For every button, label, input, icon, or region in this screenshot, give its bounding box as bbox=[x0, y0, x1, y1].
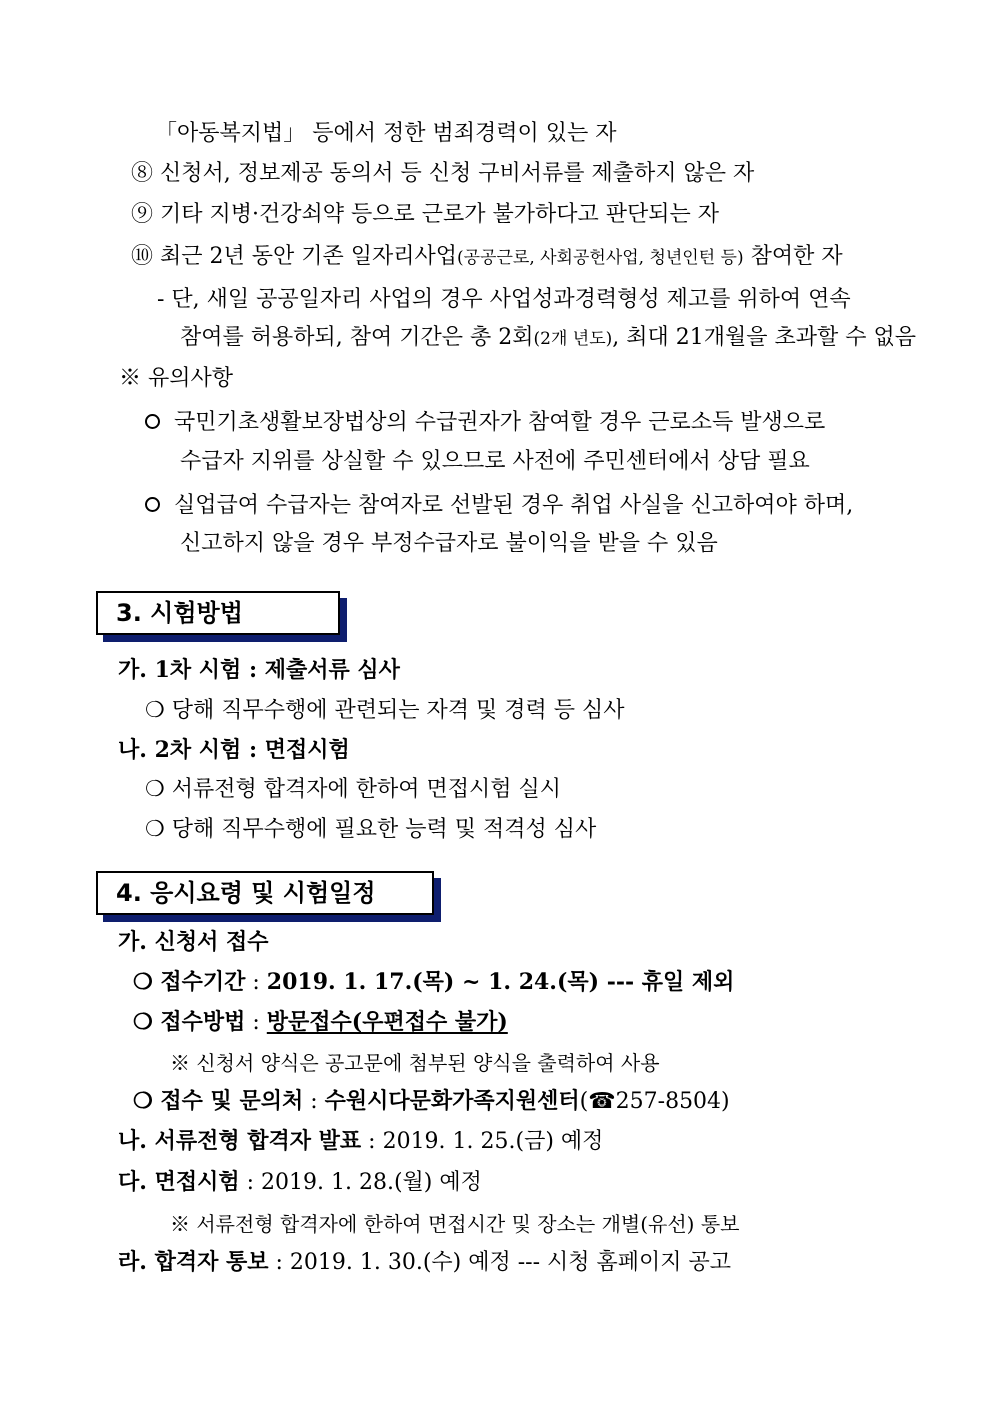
item-10 bbox=[131, 242, 843, 273]
form-note: ※ 신청서 양식은 공고문에 첨부된 양식을 출력하여 사용 bbox=[170, 1051, 660, 1075]
caution-item-2 bbox=[145, 491, 853, 521]
period-sep: : bbox=[245, 970, 267, 995]
application-heading: 가. 신청서 접수 bbox=[118, 929, 269, 955]
application-period bbox=[133, 967, 734, 998]
contact-line bbox=[133, 1086, 730, 1117]
exam-stage-1-value: 제출서류 심사 bbox=[264, 657, 400, 683]
method-value: 방문접수(우편접수 불가) bbox=[266, 1009, 508, 1035]
caution-item-1-line1: 국민기초생활보장법상의 수급권자가 참여할 경우 근로소득 발생으로 bbox=[174, 410, 826, 435]
item-10-tail: 참여한 자 bbox=[743, 244, 843, 269]
contact-phone: (☎257-8504) bbox=[579, 1089, 730, 1114]
exam-stage-2-label: 나. 2차 시험 : bbox=[118, 737, 265, 763]
exception-text: 참여를 허용하되, 참여 기간은 총 2회 bbox=[180, 325, 534, 350]
contact-sep: : bbox=[303, 1089, 325, 1114]
final-notice-date: : 2019. 1. 30.(수) 예정 --- 시청 홈페이지 공고 bbox=[268, 1250, 732, 1275]
item-10-text: ⑩ 최근 2년 동안 기존 일자리사업 bbox=[131, 244, 457, 269]
method-label: ❍ 접수방법 bbox=[133, 1009, 246, 1035]
interview-date: : 2019. 1. 28.(월) 예정 bbox=[239, 1170, 482, 1195]
item-9: ⑨ 기타 지병·건강쇠약 등으로 근로가 불가하다고 판단되는 자 bbox=[131, 202, 719, 227]
document-result-date: : 2019. 1. 25.(금) 예정 bbox=[361, 1129, 604, 1154]
exam-stage-2 bbox=[118, 735, 350, 765]
document-result-line bbox=[118, 1126, 603, 1157]
caution-item-2-line1: 실업급여 수급자는 참여자로 선발된 경우 취업 사실을 신고하여야 하며, bbox=[174, 493, 854, 518]
exam-stage-2-value: 면접시험 bbox=[264, 737, 350, 763]
caution-title: ※ 유의사항 bbox=[119, 366, 234, 391]
exception-line-2 bbox=[180, 323, 916, 354]
period-label: ❍ 접수기간 bbox=[133, 969, 246, 995]
exception-years: (2개 년도) bbox=[533, 329, 613, 349]
interview-note: ※ 서류전형 합격자에 한하여 면접시간 및 장소는 개별(유선) 통보 bbox=[170, 1212, 740, 1236]
circle-bullet-icon bbox=[145, 414, 160, 429]
document-result-label: 나. 서류전형 합격자 발표 bbox=[118, 1128, 362, 1154]
exception-tail: , 최대 21개월을 초과할 수 없음 bbox=[612, 325, 916, 350]
section-4-heading: 4. 응시요령 및 시험일정 bbox=[96, 871, 434, 915]
item-8: ⑧ 신청서, 정보제공 동의서 등 신청 구비서류를 제출하지 않은 자 bbox=[131, 161, 755, 186]
interview-line bbox=[118, 1167, 482, 1198]
interview-label: 다. 면접시험 bbox=[118, 1169, 240, 1195]
exam-stage-2-bullet-1: ❍ 서류전형 합격자에 한하여 면접시험 실시 bbox=[145, 777, 561, 802]
final-notice-line bbox=[118, 1247, 731, 1278]
caution-item-2-line2: 신고하지 않을 경우 부정수급자로 불이익을 받을 수 있음 bbox=[180, 531, 718, 556]
contact-label: ❍ 접수 및 문의처 bbox=[133, 1088, 304, 1114]
exam-stage-1-label: 가. 1차 시험 : bbox=[118, 657, 265, 683]
exam-stage-1 bbox=[118, 655, 400, 685]
contact-center: 수원시다문화가족지원센터 bbox=[324, 1088, 580, 1114]
exception-line-1: - 단, 새일 공공일자리 사업의 경우 사업성과경력형성 제고를 위하여 연속 bbox=[157, 287, 851, 312]
final-notice-label: 라. 합격자 통보 bbox=[118, 1249, 269, 1275]
method-sep: : bbox=[245, 1010, 267, 1035]
caution-item-1 bbox=[145, 408, 825, 438]
exam-stage-1-bullet: ❍ 당해 직무수행에 관련되는 자격 및 경력 등 심사 bbox=[145, 698, 625, 723]
criminal-record-line: 「아동복지법」 등에서 정한 범죄경력이 있는 자 bbox=[155, 121, 617, 146]
item-10-examples: (공공근로, 사회공헌사업, 청년인턴 등) bbox=[457, 248, 744, 268]
application-method bbox=[133, 1007, 508, 1038]
caution-item-1-line2: 수급자 지위를 상실할 수 있으므로 사전에 주민센터에서 상담 필요 bbox=[180, 449, 810, 474]
section-3-heading: 3. 시험방법 bbox=[96, 591, 340, 635]
circle-bullet-icon bbox=[145, 497, 160, 512]
exam-stage-2-bullet-2: ❍ 당해 직무수행에 필요한 능력 및 적격성 심사 bbox=[145, 817, 597, 842]
period-value: 2019. 1. 17.(목) ~ 1. 24.(목) --- 휴일 제외 bbox=[266, 969, 735, 995]
